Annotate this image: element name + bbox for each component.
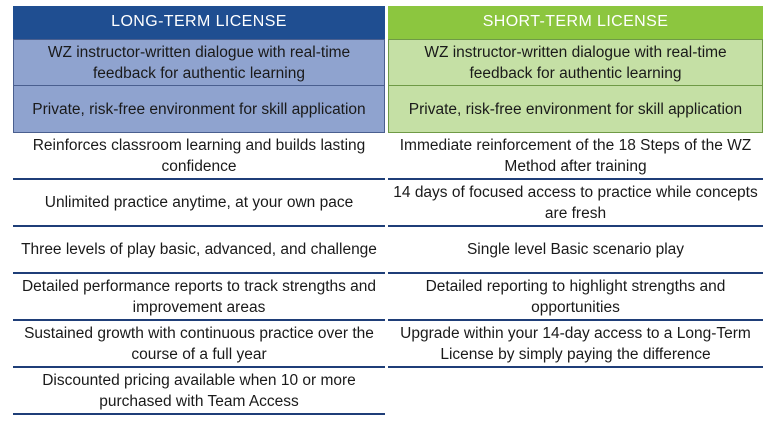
- feature-text: Detailed performance reports to track strengths and improvement areas: [21, 277, 377, 316]
- feature-text: Unlimited practice anytime, at your own pace: [44, 194, 354, 211]
- feature-text: Sustained growth with continuous practice over the course of a full year: [24, 324, 374, 363]
- long-term-feature-cell: [13, 321, 385, 368]
- feature-text: Discounted pricing available when 10 or more purchased with Team Access: [42, 371, 356, 410]
- feature-text: WZ instructor-written dialogue with real-time feedback for authentic learning: [424, 43, 727, 82]
- feature-text: Three levels of play basic, advanced, and challenge: [21, 241, 377, 258]
- feature-text: Reinforces classroom learning and builds lasting confidence: [32, 136, 366, 175]
- feature-text: 14 days of focused access to practice while concepts are fresh: [393, 183, 758, 222]
- feature-text: Detailed reporting to highlight strengths and opportunities: [425, 277, 726, 316]
- short-term-feature-cell: [388, 274, 763, 321]
- long-term-license-header: LONG-TERM LICENSE: [13, 6, 385, 39]
- table-row: [13, 180, 763, 227]
- license-comparison-table: [13, 6, 763, 415]
- short-term-license-header: SHORT-TERM LICENSE: [388, 6, 763, 39]
- long-term-feature-cell: [13, 368, 385, 415]
- feature-text: Private, risk-free environment for skill application: [32, 100, 366, 118]
- table-row: [13, 86, 763, 133]
- long-term-feature-cell: [13, 133, 385, 180]
- short-term-feature-cell: [388, 133, 763, 180]
- table-header-row: [13, 6, 763, 39]
- short-term-empty-cell: [388, 368, 763, 415]
- table-row: [13, 368, 763, 415]
- long-term-feature-cell: [13, 180, 385, 227]
- short-term-feature-cell: [388, 180, 763, 227]
- long-term-feature-cell: [13, 274, 385, 321]
- table-row: [13, 39, 763, 86]
- short-term-feature-cell: [388, 39, 763, 86]
- feature-text: Immediate reinforcement of the 18 Steps of the WZ Method after training: [399, 136, 752, 175]
- feature-text: WZ instructor-written dialogue with real-time feedback for authentic learning: [47, 43, 351, 82]
- long-term-feature-cell: [13, 39, 385, 86]
- feature-text: Single level Basic scenario play: [466, 241, 685, 258]
- short-term-feature-cell: [388, 86, 763, 133]
- short-term-feature-cell: [388, 321, 763, 368]
- short-term-feature-cell: [388, 227, 763, 274]
- table-row: [13, 274, 763, 321]
- table-row: [13, 321, 763, 368]
- table-row: [13, 227, 763, 274]
- feature-text: Private, risk-free environment for skill application: [408, 100, 743, 118]
- table-row: [13, 133, 763, 180]
- feature-text: Upgrade within your 14-day access to a Long-Term License by simply paying the difference: [400, 324, 751, 363]
- long-term-feature-cell: [13, 86, 385, 133]
- long-term-feature-cell: [13, 227, 385, 274]
